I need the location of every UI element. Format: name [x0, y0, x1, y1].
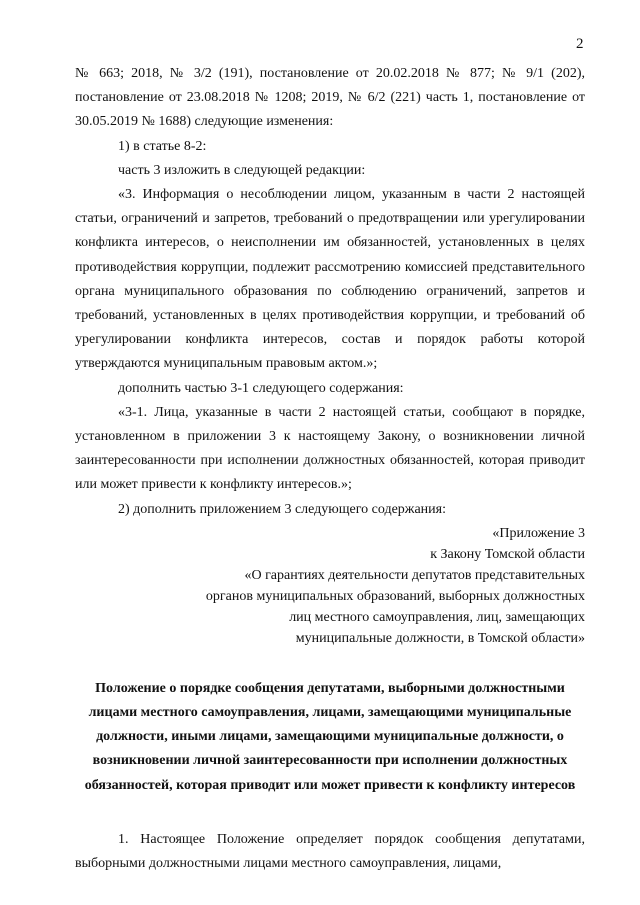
regulation-title-line: Положение о порядке сообщения депутатами, выборными должностными [95, 680, 565, 696]
item-1-heading: 1) в статье 8-2: [118, 138, 207, 154]
document-body [75, 62, 585, 876]
appendix-header-line: лиц местного самоуправления, лиц, замещающих [289, 609, 585, 625]
page-number: 2 [576, 36, 584, 52]
part-3-1-text: «3-1. Лица, указанные в части 2 настоящей статьи, сообщают в порядке, установленном в приложении 3 к настоящему Закону, о возникновении личной заинтересованности при исполнении должностных обязанностей, которая приводит или может привести к конфликту интересов.»; [75, 404, 585, 493]
part-3-1-intro: дополнить частью 3-1 следующего содержания: [118, 380, 404, 396]
regulation-title [75, 677, 585, 798]
regulation-point-1: 1. Настоящее Положение определяет порядок сообщения депутатами, выборными должностными лицами местного самоуправления, лицами, [75, 831, 585, 872]
appendix-header-line: органов муниципальных образований, выборных должностных [205, 588, 585, 604]
appendix-header [75, 523, 585, 649]
regulation-title-line: должности, иными лицами, замещающими муниципальные должности, о [96, 729, 564, 745]
part-3-text: «3. Информация о несоблюдении лицом, указанным в части 2 настоящей статьи, ограничений и запретов, требований о предотвращении или урегулировании конфликта интересов, о неисполнении им обязанностей, установленных в целях противодействия коррупции, подлежит рассмотрению комиссией представительного органа муниципального образования по соблюдению ограничений, запретов и требований, установленных в целях противодействия коррупции, и требований об урегулировании конфликта интересов, состав и порядок работы которой утверждаются муниципальным правовым актом.»; [75, 187, 585, 372]
regulation-title-line: возникновении личной заинтересованности при исполнении должностных [92, 753, 568, 769]
appendix-header-line: «Приложение 3 [492, 525, 585, 541]
part-3-intro: часть 3 изложить в следующей редакции: [118, 162, 366, 178]
item-2-heading: 2) дополнить приложением 3 следующего содержания: [118, 501, 446, 517]
appendix-header-line: муниципальные должности, в Томской области» [295, 630, 585, 646]
regulation-title-line: лицами местного самоуправления, лицами, замещающими муниципальные [88, 705, 572, 721]
appendix-header-line: к Закону Томской области [430, 546, 585, 562]
intro-paragraph: № 663; 2018, № 3/2 (191), постановление от 20.02.2018 № 877; № 9/1 (202), постановление от 23.08.2018 № 1208; 2019, № 6/2 (221) часть 1, постановление от 30.05.2019 № 1688) следующие изменения: [75, 66, 585, 130]
appendix-header-line: «О гарантиях деятельности депутатов представительных [244, 567, 585, 583]
regulation-title-line: обязанностей, которая приводит или может привести к конфликту интересов [84, 777, 576, 793]
